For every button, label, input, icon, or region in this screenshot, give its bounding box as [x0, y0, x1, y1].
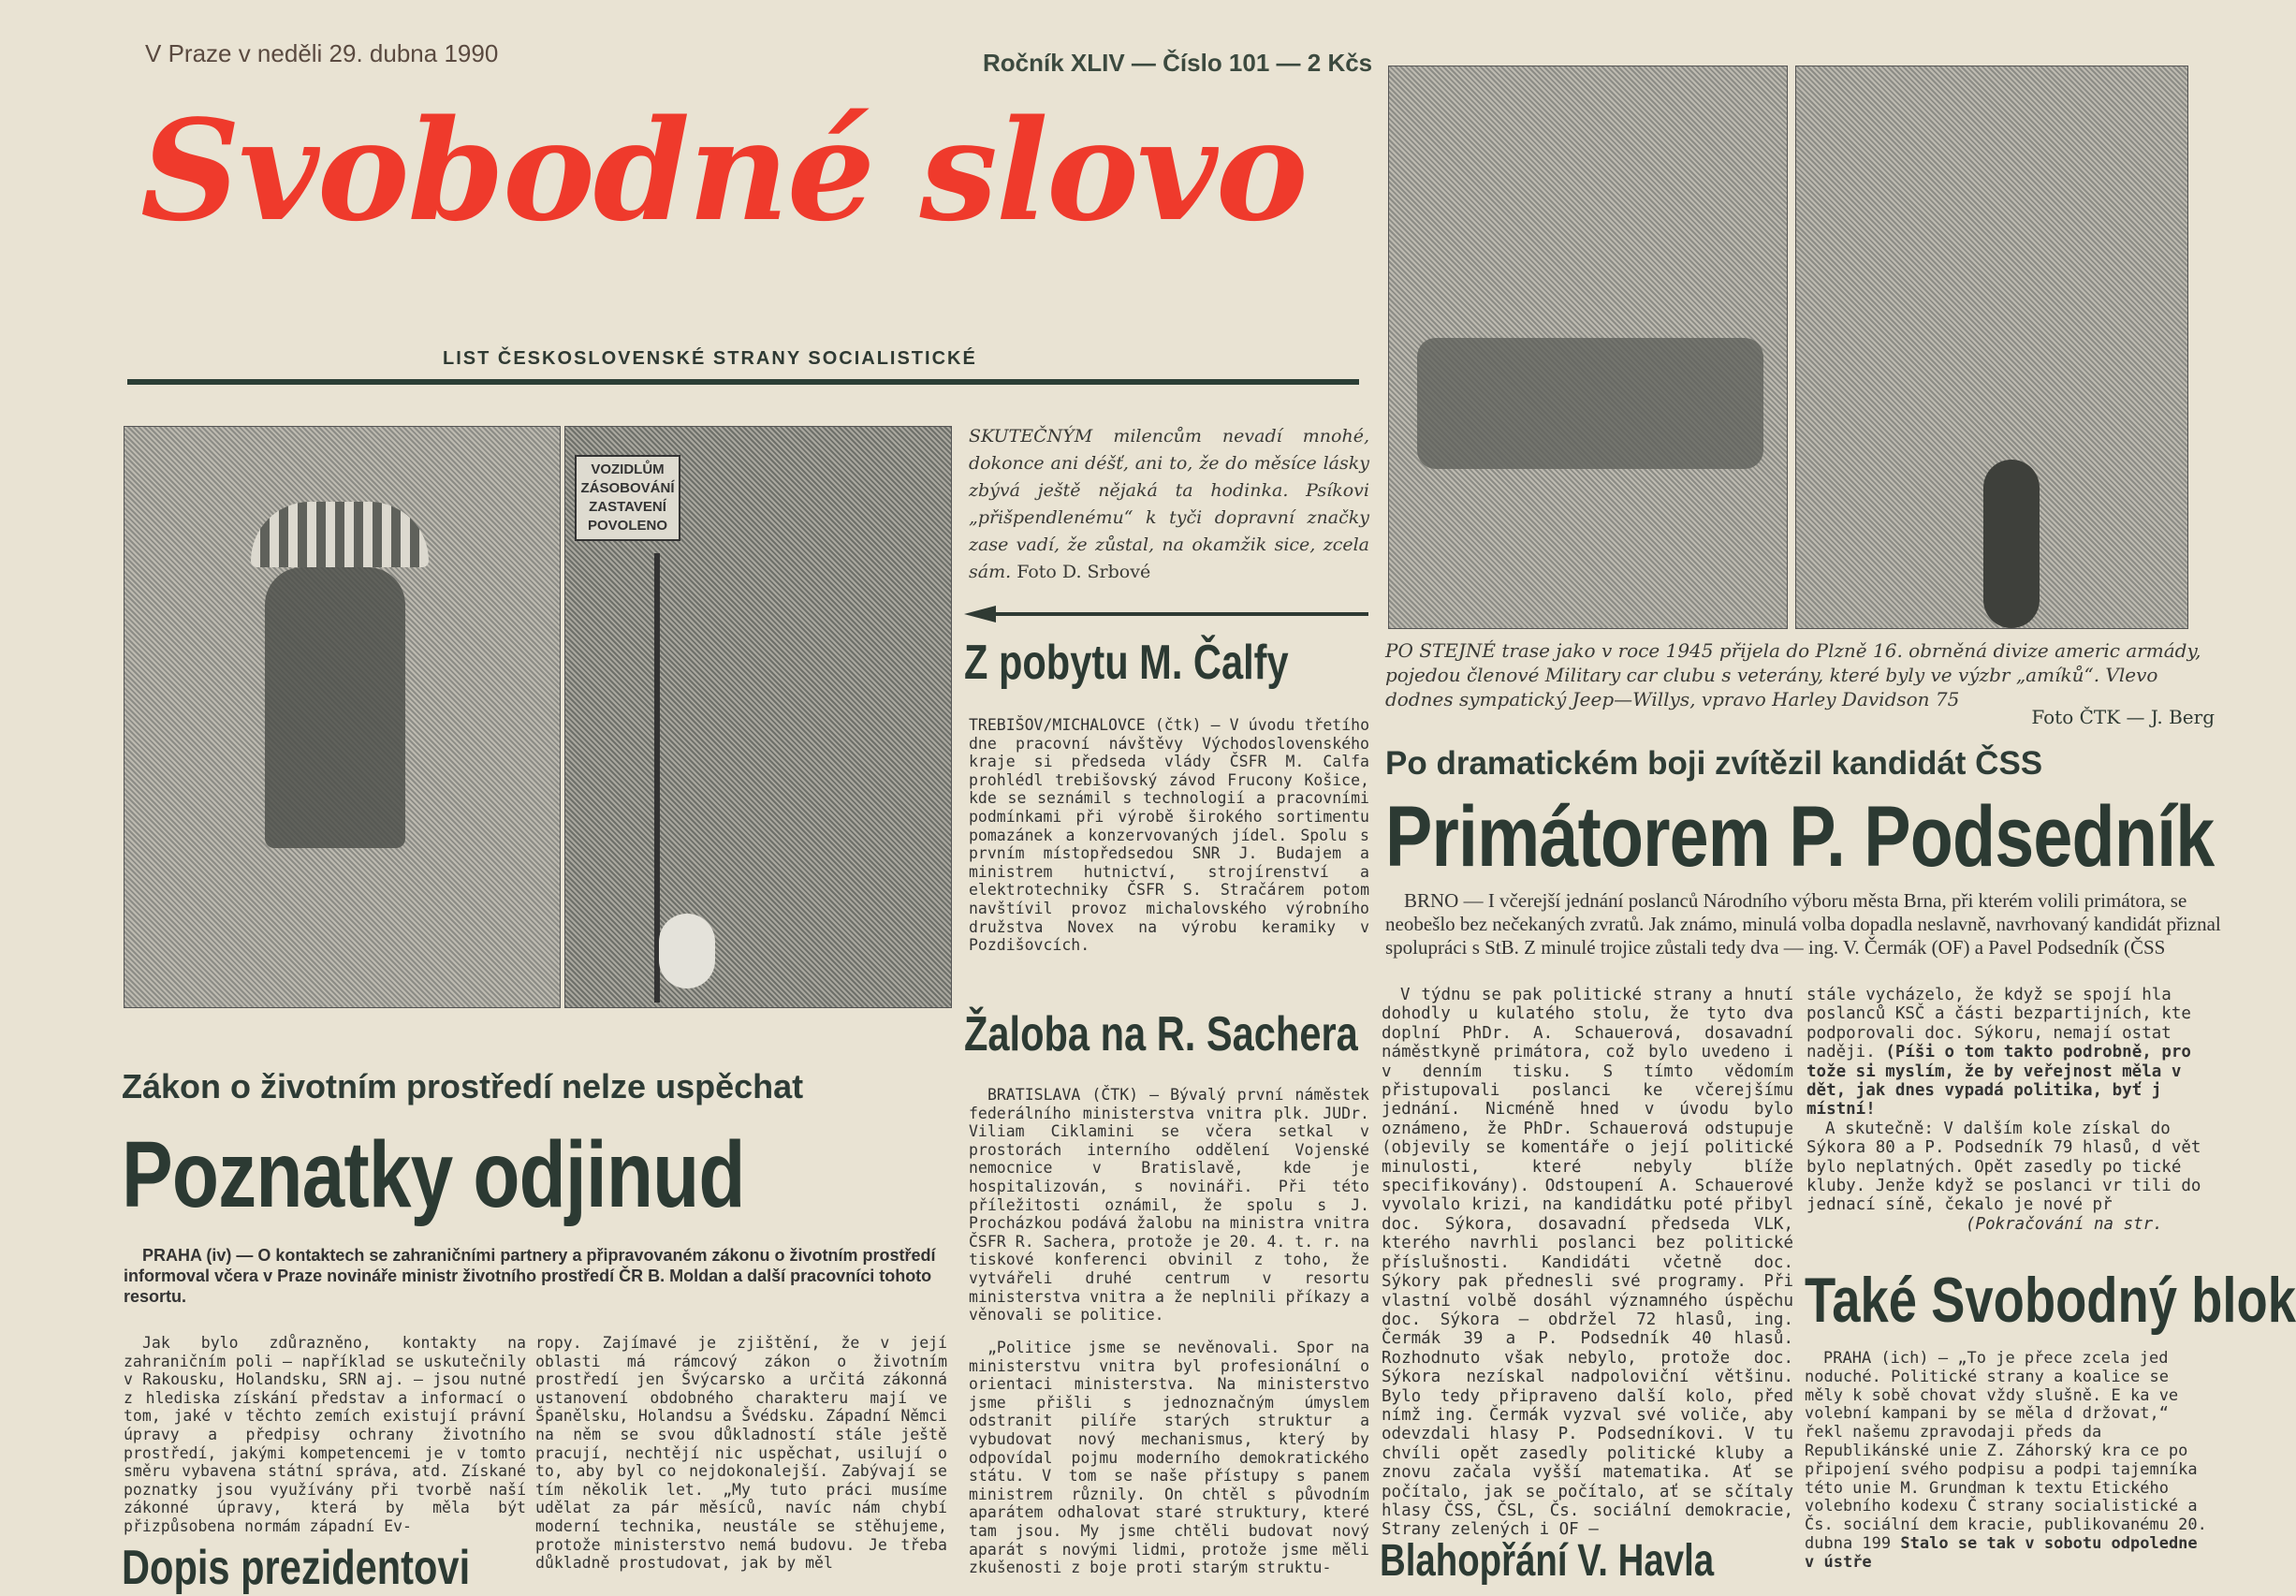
headline-poznatky: Poznatky odjinud [122, 1122, 745, 1227]
headline-blok: Také Svobodný blok [1805, 1265, 2296, 1336]
caption-plzen-text: PO STEJNÉ trase jako v roce 1945 přijela do Plzně 16. obrněná divize americ armády, pojedou členové Military car clubu s veterány, které byly ve výzbr „amíků“. Vlevo dodnes sympatický Jeep—Willys, vpravo Harley Davidson 75 [1385, 639, 2201, 710]
article-poznatky-lead: PRAHA (iv) — O kontaktech se zahraničními partnery a připravovaném zákonu o životním prostředí informoval včera v Praze novináře ministr životního prostředí ČR B. Moldan a další pracovníci tohoto resortu. [124, 1246, 936, 1306]
article-sacher-body1: BRATISLAVA (ČTK) — Bývalý první náměstek federálního ministerstva vnitra plk. JUDr. Viliam Ciklamini se včera setkal v prostorách interního oddělení Vojenské nemocnice v Bratislavě, kde je hospitalizován, s novináři. Při této příležitosti oznámil, že spolu s J. Procházkou podává žalobu na ministra vnitra ČSFR R. Sachera, protože je 20. 4. t. r. na tiskové konferenci obvinil z toho, že vytvářeli druhé centrum v resortu ministerstva vnitra a že neplnili příkazy a věnovali se politice. [969, 1086, 1369, 1325]
motorcycle-wheel [1983, 460, 2040, 628]
headline-brno: Primátorem P. Podsedník [1385, 789, 2215, 885]
photo-jeep-willys [1388, 66, 1788, 629]
caption-rain [969, 423, 1369, 586]
masthead-rule [127, 379, 1359, 385]
headline-sacher: Žaloba na R. Sachera [964, 1007, 1358, 1062]
article-brno-col1: V týdnu se pak politické strany a hnutí dohodly u kulatého stolu, že tyto dva doplní PhDr. A. Schauerová, dosavadní náměstkyně primátora, což bylo uvedeno i v denním tisku. S tímto vědomím přistupovali poslanci ke včerejšímu jednání. Nicméně hned v úvodu bylo oznámeno, že PhDr. Schauerová odstupuje (objevily se komentáře o její politické minulosti, které nebyly blíže specifikovány). Odstoupení A. Schauerové vyvolalo krizi, na kandidátku poté přibyl doc. Sýkora, dosavadní předseda VLK, kterého navrhli poslanci bez politické příslušnosti. Kandidáti včetně doc. Sýkory pak přednesli své programy. Při vlastní volbě dosáhl významného úspěchu doc. Sýkora — obdržel 72 hlasů, ing. Čermák 39 a P. Podsedník 40 hlasů. Rozhodnuto však nebylo, protože doc. Sýkora nezískal nadpoloviční většinu. Bylo tedy připraveno další kolo, před nímž ing. Čermák vyzval své voliče, aby odevzdali hlasy P. Podsedníkovi. V tu chvíli opět zasedly politické kluby a znovu začala vyšší matematika. Ať se počítalo, jak se počítalo, ať se sčítaly hlasy ČSS, ČSL, Čs. sociální demokracie, Strany zelených i OF — [1382, 986, 1793, 1540]
photo-street-dog [564, 426, 952, 1008]
photo-couple-umbrella [124, 426, 561, 1008]
article-brno-col2-more: A skutečně: V dalším kole získal do Sýkora 80 a P. Podsedník 79 hlasů, d vět bylo neplatných. Opět zasedly po tické kluby. Jenže když se poslanci vr tili do jednací síně, čekalo je nové př [1806, 1119, 2201, 1215]
headline-dopis: Dopis prezidentovi [122, 1541, 471, 1595]
caption-plzen [1385, 638, 2215, 732]
article-brno-col2 [1806, 986, 2201, 1234]
dog-figure [659, 914, 715, 988]
traffic-sign [575, 455, 680, 541]
caption-rain-text: SKUTEČNÝM milencům nevadí mnohé, dokonce ani déšť, ani to, že do měsíce lásky zbývá ještě nějaká ta hodinka. Psíkovi „přišpendlenému“ k tyči dopravní značky zase vadí, že zůstal, na okamžik sice, zcela sám. [969, 426, 1369, 582]
kicker-poznatky: Zákon o životním prostředí nelze uspěchat [122, 1067, 804, 1105]
article-brno-col2-plain: stále vycházelo, že když se spojí hla poslanců KSČ a části bezpartijních, kte podporovali doc. Sýkoru, nemají ostat naději. [1806, 986, 2191, 1062]
issue-info: Ročník XLIV — Číslo 101 — 2 Kčs [983, 49, 1373, 77]
sign-line: ZASTAVENÍ [589, 499, 666, 515]
article-brno-col2-text [1806, 986, 2209, 1234]
newspaper-logo: Svobodné slovo [140, 89, 1307, 252]
headline-havel: Blahopřání V. Havla [1380, 1536, 1715, 1586]
jeep-shape [1417, 338, 1763, 469]
headline-calfa: Z pobytu M. Čalfy [964, 636, 1289, 690]
article-blok-text: PRAHA (ich) — „To je přece zcela jed noduché. Politické strany a koalice se měly k sobě chovat vždy slušně. E ka ve volební kampani by se měla d držovat,“ řekl našemu zpravodaji předs da Republikánské unie Z. Záhorský kra ce po připojení svého podpisu a podpi tajemníka této unie M. Grundman k textu Etického volebního kodexu Č strany socialistické a Čs. sociální dem kracie, publikovanému 20. dubna 199 [1805, 1349, 2207, 1553]
article-poznatky-col1: Jak bylo zdůrazněno, kontakty na zahraničním poli — například se uskutečnily v Rakousku, Holandsku, SRN aj. — jsou nutné z hlediska získání představ a informací o tom, jaké v těchto zemích existují právní úpravy a předpisy ochrany životního prostředí, jakými kompetencemi je v tomto směru vybavena státní správa, atd. Získané poznatky jsou využívány při tvorbě naší zákonné úpravy, která by měla být přizpůsobena normám západní Ev- [124, 1334, 526, 1535]
arrow-left-icon [964, 606, 996, 622]
arrow-line [994, 612, 1368, 616]
dateline: V Praze v neděli 29. dubna 1990 [145, 39, 499, 67]
article-poznatky-col2: ropy. Zajímavé je zjištění, že v její oblasti má rámcový zákon o životním prostředí jen Švýcarsko a určitá zákonná ustanovení obdobného charakteru mají ve Španělsku, Holandsu a Švédsku. Západní Němci na něm se svou důkladností stále ještě pracují, nechtějí nic uspěchat, usilují o to, aby byl co nejdokonalejší. Zabývají se tím několik let. „My tuto práci musíme udělat za pár měsíců, navíc nám chybí moderní technika, neustále se stěhujeme, protože ministerstvo nemá budovu. Je třeba důkladně prostudovat, jak by měl [535, 1334, 947, 1573]
kicker-brno: Po dramatickém boji zvítězil kandidát ČSS [1385, 745, 2043, 782]
article-blok-body [1805, 1350, 2207, 1573]
sign-line: ZÁSOBOVÁNÍ [580, 480, 675, 496]
article-brno-continued: (Pokračování na str. [1966, 1214, 2163, 1234]
article-sacher-body2: „Politice jsme se nevěnovali. Spor na ministerstvu vnitra byl profesionální o orientaci ministerstva. Na ministerstvo jsme přišli s jednoznačným úmyslem odstranit pilíře starých struktur a vybudovat nový mechanismus, který by odpovídal pojmu moderního demokratického státu. V tom se naše přístupy s panem ministrem různily. On chtěl s původním aparátem odhalovat staré struktury, které tam jsou. My jsme chtěli budovat nový aparát s novými lidmi, protože jsme měli zkušenosti z boje proti starým struktu- [969, 1339, 1369, 1577]
article-blok [1805, 1264, 2296, 1585]
umbrella-shape [251, 502, 429, 567]
sign-line: POVOLENO [587, 518, 667, 534]
caption-rain-credit: Foto D. Srbové [1016, 562, 1151, 582]
photo-harley-davidson [1795, 66, 2188, 629]
couple-silhouette [265, 567, 405, 848]
masthead-subtitle: LIST ČESKOSLOVENSKÉ STRANY SOCIALISTICKÉ [443, 348, 977, 369]
article-blok-bold: Stalo se tak v sobotu odpoledne v ústře [1805, 1533, 2198, 1572]
article-brno-lead: BRNO — I včerejší jednání poslanců Národního výboru města Brna, při kterém volili primátora, se neobešlo bez nečekaných zvratů. Jak známo, minulá volba dopadla neslavně, navrhovaný kandidát přiznal spolupráci s StB. Z minulé trojice zůstali tedy dva — ing. V. Čermák (OF) a Pavel Podsedník (ČSS [1385, 889, 2221, 959]
sign-line: VOZIDLŮM [591, 461, 665, 477]
article-calfa-body: TREBIŠOV/MICHALOVCE (čtk) — V úvodu třetího dne pracovní návštěvy Východoslovenského kraje si předseda vlády ČSFR M. Calfa prohlédl trebišovský závod Frucony Košice, kde se seznámil s technologií a pracovními podmínkami při výrobě širokého sortimentu pomazánek a konzervovaných jídel. Spolu s prvním místopředsedou SNR J. Budajem a ministrem hutnictví, strojírenství a elektrotechniky ČSFR S. Stračárem potom navštívil provoz michalovského výrobního družstva Novex na výrobu keramiky v Pozdišovcích. [969, 716, 1369, 955]
article-brno-col2-bold: (Píši o tom takto podrobně, pro tože si myslím, že by veřejnost měla v dět, jak dnes vypadá politika, byť j místní! [1806, 1043, 2191, 1120]
caption-plzen-credit: Foto ČTK — J. Berg [2031, 706, 2215, 728]
